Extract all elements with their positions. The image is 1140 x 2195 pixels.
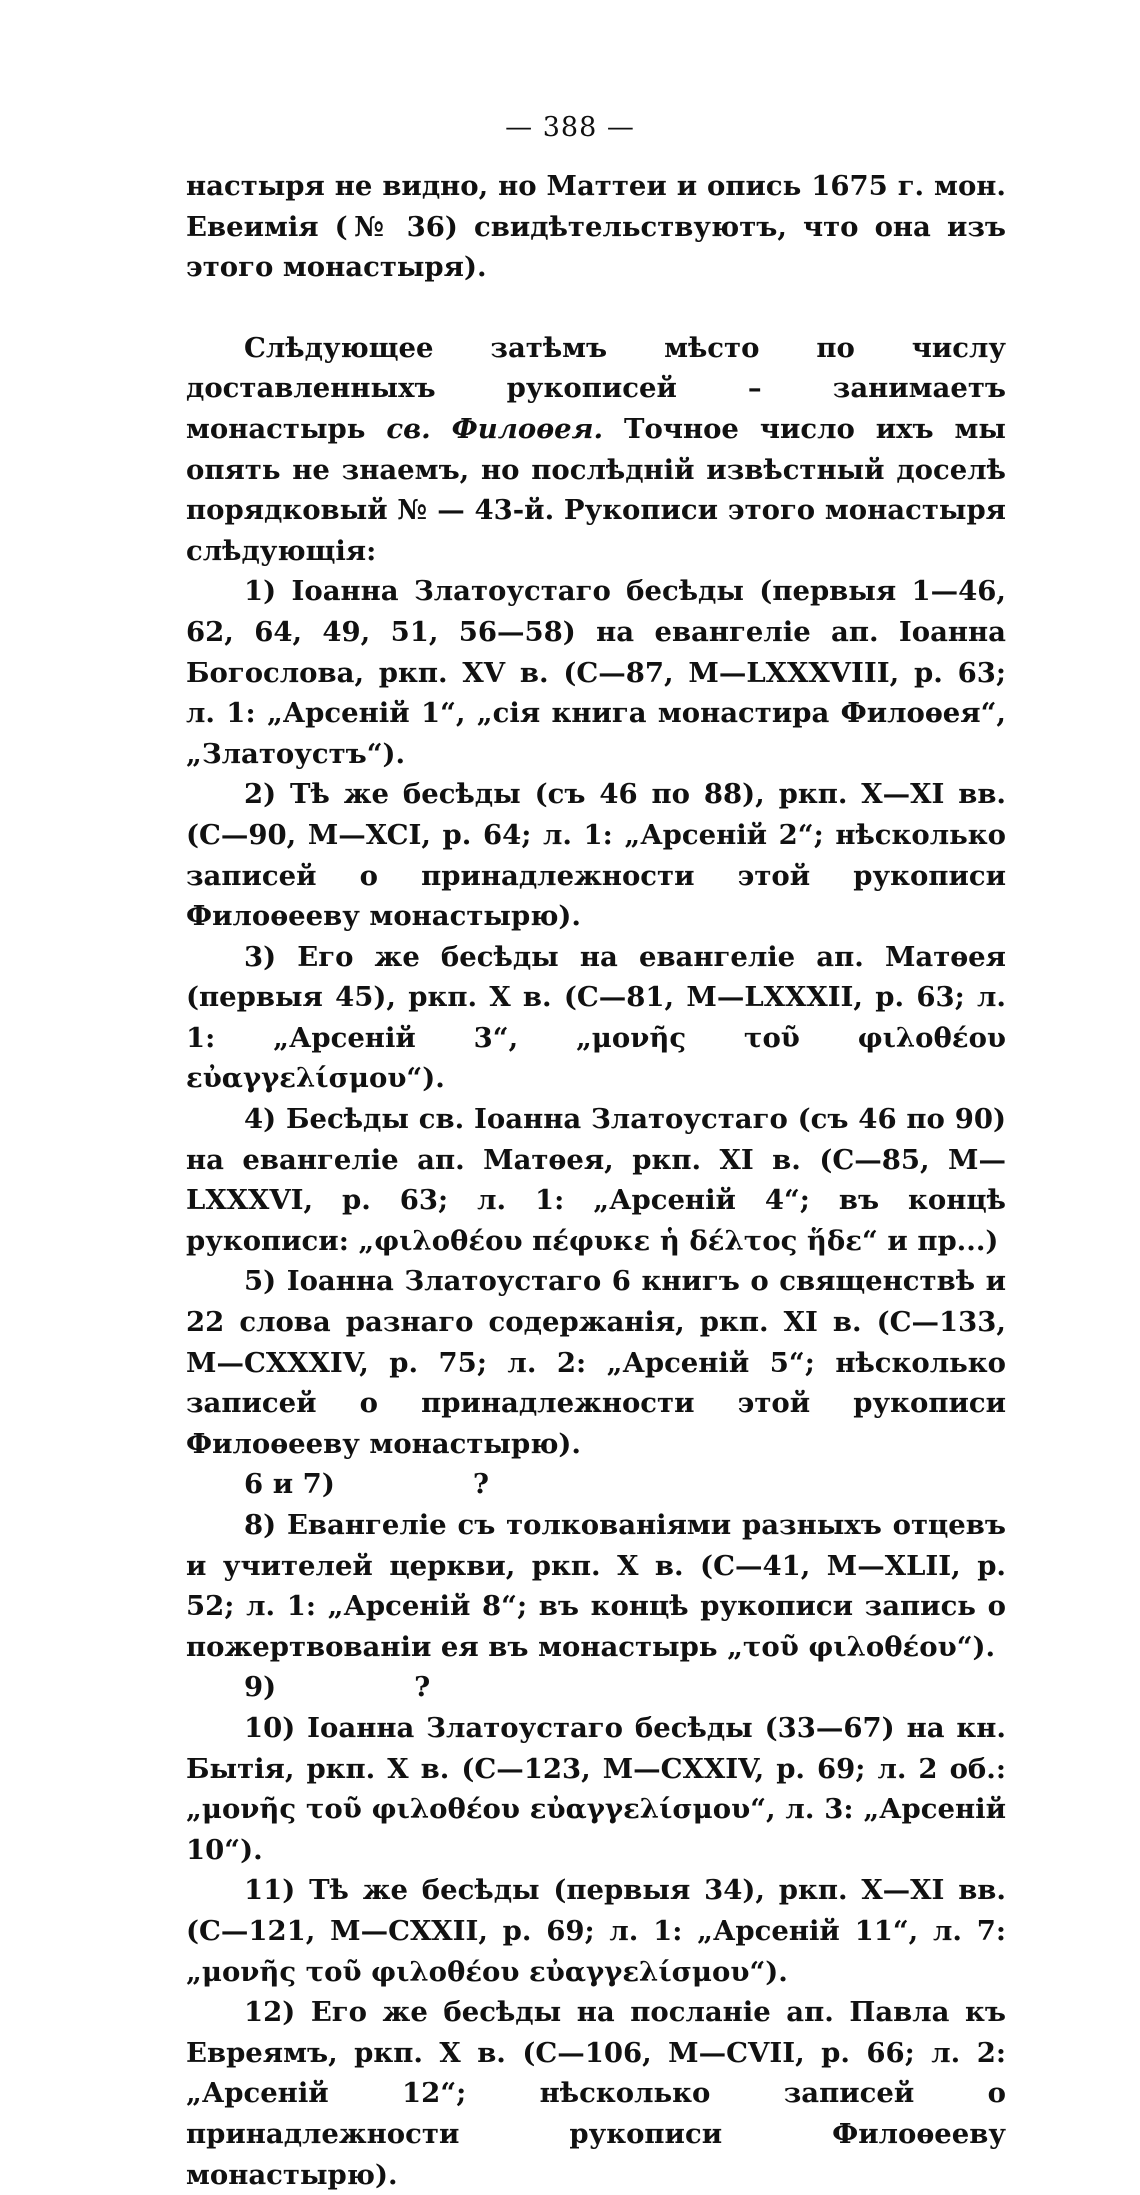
entry-label: 9) [244, 1671, 277, 1704]
manuscript-entry-10: 10) Іоанна Златоустаго бесѣды (33—67) на кн. Бытія, ркп. X в. (С—123, М—CXXIV, p. 69; л. 2 об.: „μονῆς τοῦ φιλοθέου εὐαγγελίσμου“, л. 3: „Арсеній 10“). [186, 1711, 1006, 1866]
manuscript-entry-6-7 [186, 1464, 1006, 1505]
intro-paragraph [186, 328, 1006, 572]
intro-text-before: Слѣдующее затѣмъ мѣсто по числу доставленныхъ рукописей – занимаетъ монастырь [186, 331, 1006, 445]
continuation-paragraph: настыря не видно, но Маттеи и опись 1675 г. мон. Евеимія (№ 36) свидѣтельствуютъ, что она изъ этого монастыря). [186, 170, 1006, 284]
intro-text-after: Точное число ихъ мы опять не знаемъ, но послѣдній извѣстный доселѣ порядковый № — 43-й. Рукописи этого монастыря слѣдующія: [186, 412, 1006, 567]
manuscript-entry-12: 12) Его же бесѣды на посланіе ап. Павла къ Евреямъ, ркп. X в. (С—106, М—CVII, p. 66; л. 2: „Арсеній 12“; нѣсколько записей о принадлежности рукописи Филоѳееву монастырю). [186, 1996, 1006, 2191]
monastery-name: св. Филоѳея. [386, 412, 604, 445]
manuscript-entry-3: 3) Его же бесѣды на евангеліе ап. Матѳея (первыя 45), ркп. X в. (С—81, М—LXXXII, p. 63; л. 1: „Арсеній 3“, „μονῆς τοῦ φιλοθέου εὐαγγελίσμου“). [186, 940, 1006, 1095]
manuscript-entry-2: 2) Тѣ же бесѣды (съ 46 по 88), ркп. X—XI вв. (С—90, М—XCI, p. 64; л. 1: „Арсеній 2“; нѣсколько записей о принадлежности этой рукописи Филоѳееву монастырю). [186, 778, 1006, 933]
manuscript-entry-1: 1) Іоанна Златоустаго бесѣды (первыя 1—46, 62, 64, 49, 51, 56—58) на евангеліе ап. Іоанна Богослова, ркп. XV в. (С—87, М—LXXXVIII, p. 63; л. 1: „Арсеній 1“, „сія книга монастира Филоѳея“, „Златоустъ“). [186, 575, 1006, 770]
manuscript-entry-5: 5) Іоанна Златоустаго 6 книгъ о священствѣ и 22 слова разнаго содержанія, ркп. XI в. (С—133, М—CXXXIV, p. 75; л. 2: „Арсеній 5“; нѣсколько записей о принадлежности этой рукописи Филоѳееву монастырю). [186, 1265, 1006, 1460]
manuscript-entry-9 [186, 1667, 1006, 1708]
unknown-mark: ? [472, 1468, 489, 1501]
page-body [186, 166, 1006, 2195]
entry-label: 6 и 7) [244, 1468, 335, 1501]
page-number: — 388 — [505, 112, 635, 143]
manuscript-entry-4: 4) Бесѣды св. Іоанна Златоустаго (съ 46 по 90) на евангеліе ап. Матѳея, ркп. XI в. (С—85, М—LXXXVI, p. 63; л. 1: „Арсеній 4“; въ концѣ рукописи: „φιλοθέου πέφυκε ἡ δέλτος ἥδε“ и пр...) [186, 1103, 1006, 1257]
manuscript-entry-11: 11) Тѣ же бесѣды (первыя 34), ркп. X—XI вв. (С—121, М—CXXII, p. 69; л. 1: „Арсеній 11“, л. 7: „μονῆς τοῦ φιλοθέου εὐαγγελίσμου“). [186, 1874, 1006, 1988]
unknown-mark: ? [414, 1671, 431, 1704]
manuscript-entry-8: 8) Евангеліе съ толкованіями разныхъ отцевъ и учителей церкви, ркп. X в. (С—41, М—XLII, p. 52; л. 1: „Арсеній 8“; въ концѣ рукописи запись о пожертвованіи ея въ монастырь „τοῦ φιλοθέου“). [186, 1509, 1006, 1663]
paragraph-gap [186, 288, 1006, 328]
